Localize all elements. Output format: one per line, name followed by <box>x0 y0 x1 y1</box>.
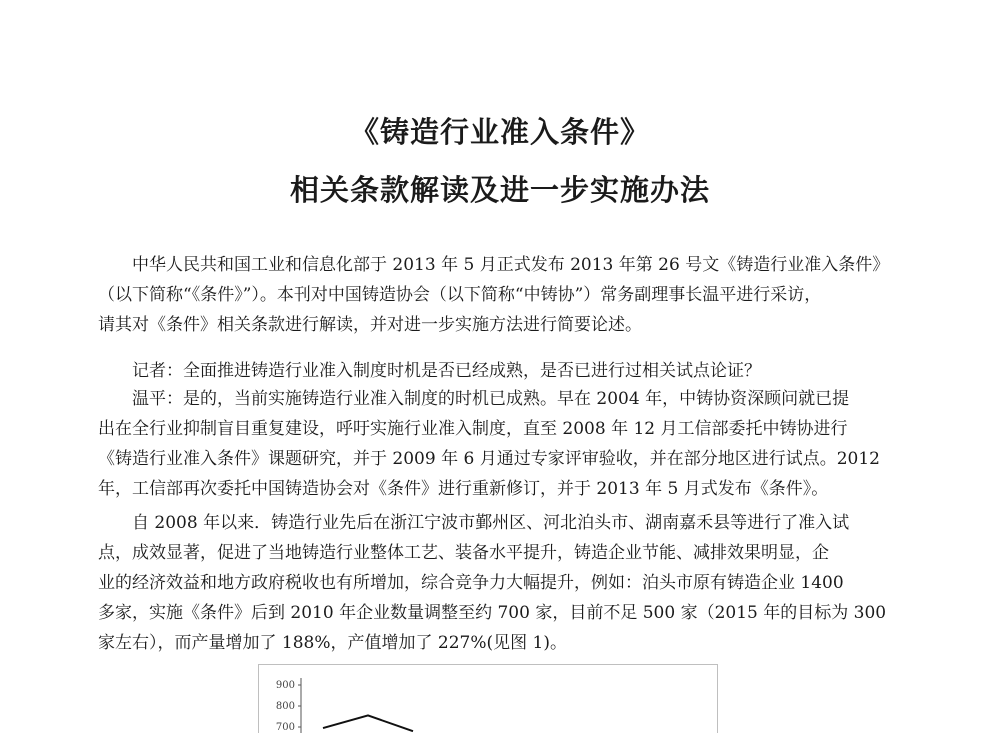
text-line: 请其对《条件》相关条款进行解读，并对进一步实施方法进行简要论述。 <box>98 315 642 335</box>
results-paragraph <box>98 508 898 658</box>
y-tick-label: 900 <box>275 680 295 691</box>
text-line: 年，工信部再次委托中国铸造协会对《条件》进行重新修订，并于 2013 年 5 月式发布《条件》。 <box>98 479 829 499</box>
text-line: 点，成效显著，促进了当地铸造行业整体工艺、装备水平提升，铸造企业节能、减排效果明显，企 <box>98 543 829 563</box>
answer-paragraph <box>98 384 898 504</box>
question-paragraph <box>98 356 898 386</box>
y-tick-label: 700 <box>275 722 295 733</box>
intro-paragraph <box>98 250 898 340</box>
y-tick-label: 800 <box>275 701 295 712</box>
text-line: 中华人民共和国工业和信息化部于 2013 年 5 月正式发布 2013 年第 26 号文《铸造行业准入条件》 <box>98 255 890 275</box>
chart-frame <box>259 665 718 733</box>
text-line: 出在全行业抑制盲目重复建设，呼吁实施行业准入制度，直至 2008 年 12 月工信部委托中铸协进行 <box>98 419 848 439</box>
text-line: （以下简称“《条件》”）。本刊对中国铸造协会（以下简称“中铸协”）常务副理事长温平进行采访， <box>98 285 822 305</box>
text-line: 家左右），而产量增加了 188%，产值增加了 227%(见图 1)。 <box>98 633 567 653</box>
figure-1-chart <box>258 664 718 733</box>
title-line-2: 相关条款解读及进一步实施办法 <box>289 173 710 207</box>
text-line: 《铸造行业准入条件》课题研究，并于 2009 年 6 月通过专家评审验收，并在部分地区进行试点。2012 <box>98 449 880 469</box>
text-line: 温平：是的，当前实施铸造行业准入制度的时机已成熟。早在 2004 年，中铸协资深顾问就已提 <box>98 389 850 409</box>
text-line: 业的经济效益和地方政府税收也有所增加，综合竞争力大幅提升，例如：泊头市原有铸造企业 1400 <box>98 573 844 593</box>
text-line: 多家，实施《条件》后到 2010 年企业数量调整至约 700 家，目前不足 500 家（2015 年的目标为 300 <box>98 603 887 623</box>
title-line-1: 《铸造行业准入条件》 <box>349 115 650 149</box>
series-line <box>323 715 413 731</box>
text-line: 自 2008 年以来．铸造行业先后在浙江宁波市鄞州区、河北泊头市、湖南嘉禾县等进行了准入试 <box>98 513 850 533</box>
text-line: 记者：全面推进铸造行业准入制度时机是否已经成熟，是否已进行过相关试点论证？ <box>98 361 761 381</box>
